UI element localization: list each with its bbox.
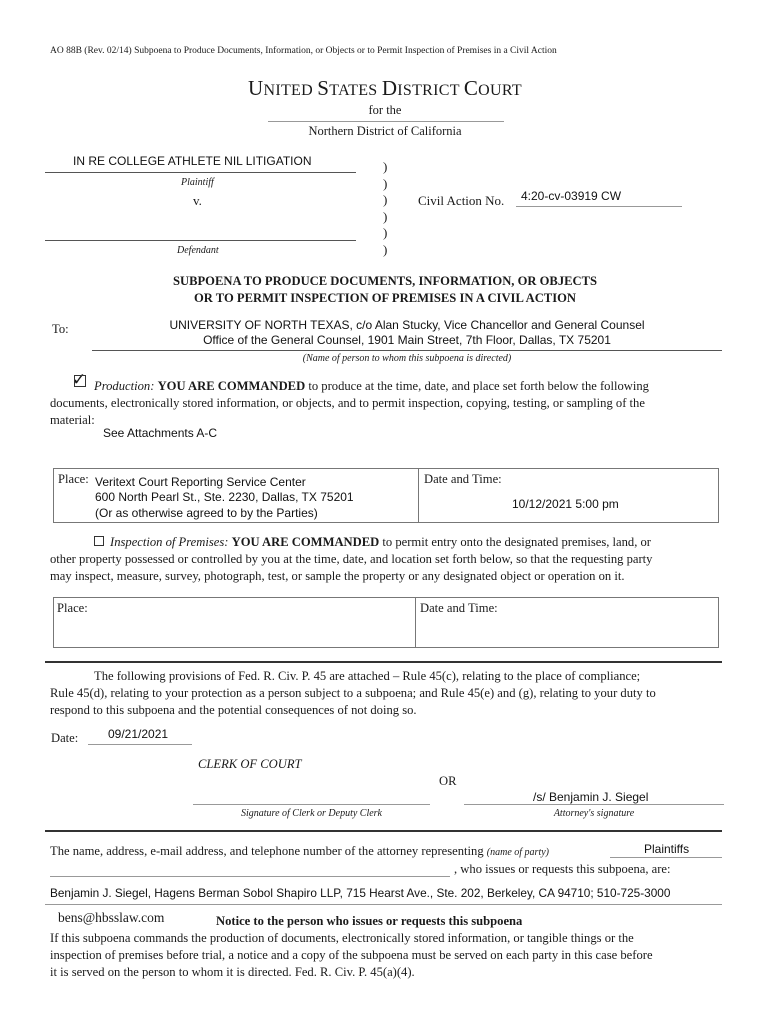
attorney-signature: /s/ Benjamin J. Siegel bbox=[533, 790, 649, 804]
paren: ) bbox=[383, 241, 388, 257]
inspection-date-label: Date and Time: bbox=[420, 601, 498, 615]
production-place-label: Place: bbox=[58, 472, 89, 486]
production-place-line1: Veritext Court Reporting Service Center bbox=[95, 475, 306, 489]
paren: ) bbox=[383, 175, 388, 191]
date-value: 09/21/2021 bbox=[108, 727, 169, 741]
production-place-line2: 600 North Pearl St., Ste. 2230, Dallas, TX 75201 bbox=[95, 490, 354, 504]
civil-action-line bbox=[516, 206, 682, 207]
court-title-letter: U bbox=[248, 76, 264, 100]
notice-line3: it is served on the person to whom it is directed. Fed. R. Civ. P. 45(a)(4). bbox=[50, 965, 415, 979]
recipient-line2: Office of the General Counsel, 1901 Main Street, 7th Floor, Dallas, TX 75201 bbox=[203, 333, 611, 347]
production-date-value: 10/12/2021 5:00 pm bbox=[512, 497, 619, 511]
production-commanded: YOU ARE COMMANDED bbox=[157, 379, 306, 393]
to-label: To: bbox=[52, 322, 69, 336]
inspection-label: Inspection of Premises: bbox=[110, 535, 229, 549]
attorney-text1 bbox=[50, 843, 549, 862]
notice-line1: If this subpoena commands the production of documents, electronically stored information, or tangible things or the bbox=[50, 931, 634, 945]
for-the-label: for the bbox=[368, 103, 402, 117]
plaintiff-line bbox=[45, 172, 356, 173]
court-title-part: NITED bbox=[263, 82, 318, 99]
production-text: to produce at the time, date, and place set forth below the following bbox=[308, 379, 649, 393]
paren: ) bbox=[383, 192, 388, 207]
court-title-letter: C bbox=[463, 76, 479, 100]
inspection-line1 bbox=[110, 534, 651, 551]
party-continued-line bbox=[50, 876, 450, 877]
production-label: Production: bbox=[94, 379, 155, 393]
paren: ) bbox=[383, 208, 388, 224]
inspection-place-table bbox=[53, 597, 719, 648]
paren: ) bbox=[383, 225, 388, 240]
court-title-part: OURT bbox=[478, 82, 522, 99]
inspection-table-divider bbox=[415, 597, 416, 648]
or-label: OR bbox=[439, 774, 457, 788]
versus-label: v. bbox=[193, 193, 202, 208]
defendant-label: Defendant bbox=[177, 245, 219, 256]
clerk-signature-caption: Signature of Clerk or Deputy Clerk bbox=[241, 808, 382, 819]
production-table-divider bbox=[418, 468, 419, 523]
recipient-line1: UNIVERSITY OF NORTH TEXAS, c/o Alan Stucky, Vice Chancellor and General Counsel bbox=[169, 318, 645, 332]
provisions-line1: The following provisions of Fed. R. Civ. P. 45 are attached – Rule 45(c), relating to the place of compliance; bbox=[94, 669, 641, 683]
production-checkbox-checked[interactable]: ✓ bbox=[72, 370, 87, 389]
provisions-line2: Rule 45(d), relating to your protection as a person subject to a subpoena; and Rule 45(e) and (g), relating to your duty to bbox=[50, 686, 656, 700]
address-line bbox=[45, 904, 722, 905]
notice-heading: Notice to the person who issues or requests this subpoena bbox=[216, 914, 523, 928]
notice-line2: inspection of premises before trial, a notice and a copy of the subpoena must be served on each party in this case before bbox=[50, 948, 653, 962]
section-divider bbox=[45, 661, 722, 663]
subpoena-title-line1: SUBPOENA TO PRODUCE DOCUMENTS, INFORMATION, OR OBJECTS bbox=[172, 274, 598, 288]
district-line bbox=[268, 121, 504, 122]
clerk-of-court: CLERK OF COURT bbox=[198, 757, 302, 771]
inspection-line2: other property possessed or controlled by you at the time, date, and location set forth below, so that the requesting party bbox=[50, 552, 653, 566]
clerk-signature-line bbox=[193, 804, 430, 805]
attorney-address: Benjamin J. Siegel, Hagens Berman Sobol Shapiro LLP, 715 Hearst Ave., Ste. 202, Berkeley, CA 94710; 510-725-3000 bbox=[50, 886, 671, 900]
court-title bbox=[0, 76, 770, 101]
attorney-signature-line bbox=[464, 804, 724, 805]
name-of-party-label: (name of party) bbox=[486, 847, 549, 858]
caption-parentheses bbox=[383, 159, 387, 258]
court-title-letter: D bbox=[381, 76, 398, 100]
plaintiff-label: Plaintiff bbox=[181, 177, 214, 188]
subpoena-title-line2: OR TO PERMIT INSPECTION OF PREMISES IN A CIVIL ACTION bbox=[194, 291, 576, 305]
district-name: Northern District of California bbox=[308, 124, 462, 138]
production-line2: documents, electronically stored information, or objects, and to permit inspection, copying, testing, or sampling of the bbox=[50, 396, 645, 410]
civil-action-number: 4:20-cv-03919 CW bbox=[521, 189, 622, 203]
form-header: AO 88B (Rev. 02/14) Subpoena to Produce Documents, Information, or Objects or to Permit Inspection of Premises in a Civil Action bbox=[50, 46, 557, 56]
date-line bbox=[88, 744, 192, 745]
inspection-checkbox[interactable] bbox=[94, 536, 104, 546]
attorney-text: The name, address, e-mail address, and telephone number of the attorney representing bbox=[50, 844, 484, 858]
court-title-part: TATES bbox=[329, 82, 382, 99]
attorney-email: bens@hbsslaw.com bbox=[58, 910, 165, 925]
inspection-line3: may inspect, measure, survey, photograph, test, or sample the property or any designated object or operation on it. bbox=[50, 569, 625, 583]
attorney-text2: , who issues or requests this subpoena, are: bbox=[454, 862, 671, 876]
production-line1 bbox=[94, 378, 649, 395]
civil-action-label: Civil Action No. bbox=[418, 193, 505, 208]
production-material: See Attachments A-C bbox=[103, 426, 218, 440]
production-line3: material: bbox=[50, 413, 95, 427]
plaintiff-name: IN RE COLLEGE ATHLETE NIL LITIGATION bbox=[73, 154, 312, 168]
recipient-line bbox=[92, 350, 722, 351]
court-title-letter: S bbox=[317, 76, 330, 100]
inspection-place-label: Place: bbox=[57, 601, 88, 615]
inspection-text: to permit entry onto the designated premises, land, or bbox=[382, 535, 651, 549]
provisions-line3: respond to this subpoena and the potential consequences of not doing so. bbox=[50, 703, 417, 717]
defendant-line bbox=[45, 240, 356, 241]
date-label: Date: bbox=[51, 731, 79, 745]
production-date-label: Date and Time: bbox=[424, 472, 502, 486]
section-divider-2 bbox=[45, 830, 722, 832]
checkbox-icon[interactable] bbox=[74, 375, 86, 387]
party-line bbox=[610, 857, 722, 858]
inspection-commanded: YOU ARE COMMANDED bbox=[231, 535, 380, 549]
recipient-caption: (Name of person to whom this subpoena is directed) bbox=[302, 353, 512, 364]
production-place-line3: (Or as otherwise agreed to by the Parties) bbox=[95, 506, 318, 520]
paren: ) bbox=[383, 159, 388, 174]
party-value: Plaintiffs bbox=[644, 842, 690, 856]
court-title-part: ISTRICT bbox=[397, 82, 464, 99]
attorney-signature-caption: Attorney's signature bbox=[553, 808, 635, 819]
